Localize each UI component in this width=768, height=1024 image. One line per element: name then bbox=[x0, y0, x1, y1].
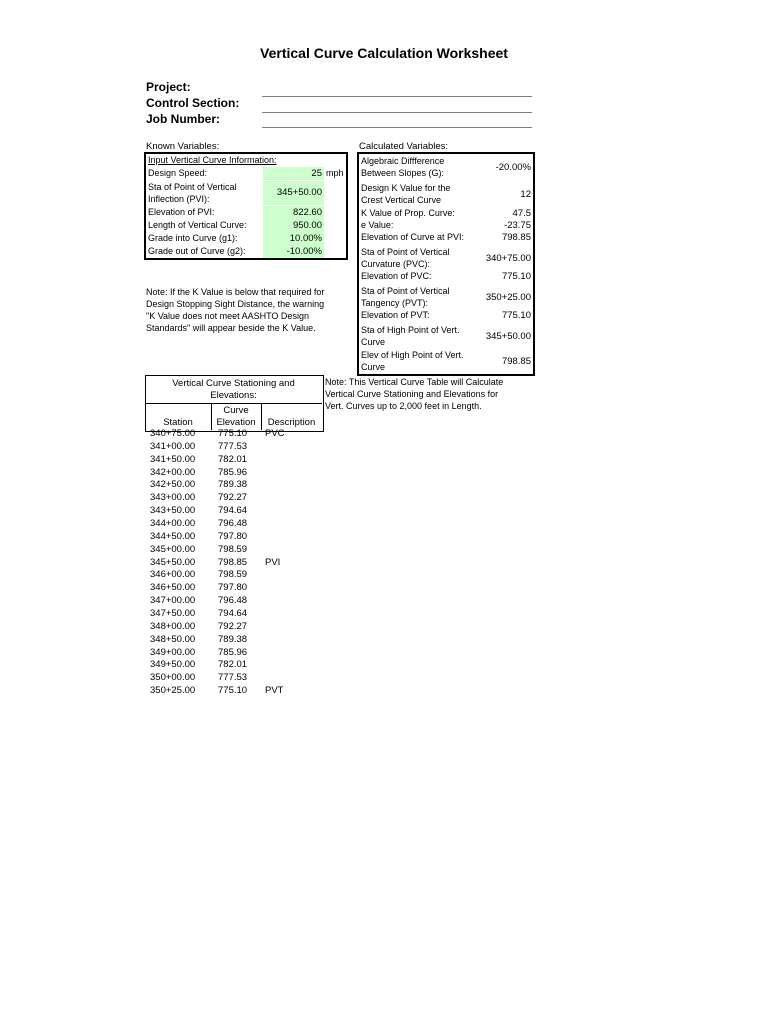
table-cell-elevation: 789.38 bbox=[218, 479, 248, 491]
table-cell-elevation: 782.01 bbox=[218, 659, 248, 671]
pvi-elevation-input[interactable]: 822.60 bbox=[263, 206, 324, 219]
job-number-field[interactable] bbox=[262, 127, 532, 128]
high-point-station-label-line2: Curve bbox=[361, 337, 386, 347]
k-note-line4: Standards" will appear beside the K Value. bbox=[146, 323, 316, 333]
grade-in-input[interactable]: 10.00% bbox=[263, 232, 324, 245]
table-cell-station: 342+50.00 bbox=[150, 479, 196, 491]
job-number-label: Job Number: bbox=[146, 112, 221, 126]
k-note-line2: Design Stopping Sight Distance, the warning bbox=[146, 299, 325, 309]
table-cell-elevation: 798.59 bbox=[218, 543, 248, 555]
high-point-station-value: 345+50.00 bbox=[485, 331, 531, 342]
curve-length-input[interactable]: 950.00 bbox=[263, 219, 324, 232]
pvc-station-label-line1: Sta of Point of Vertical bbox=[361, 247, 450, 257]
table-cell-elevation: 785.96 bbox=[218, 466, 248, 478]
worksheet-title: Vertical Curve Calculation Worksheet bbox=[260, 45, 508, 61]
table-cell-station: 340+75.00 bbox=[150, 428, 196, 439]
table-cell-elevation: 798.85 bbox=[218, 556, 248, 568]
table-cell-station: 348+50.00 bbox=[150, 633, 196, 645]
pvi-station-label-line1: Sta of Point of Vertical bbox=[148, 182, 237, 192]
table-cell-elevation: 794.64 bbox=[218, 607, 248, 619]
col-header-elevation-line1: Curve bbox=[223, 405, 249, 416]
k-note-line1: Note: If the K Value is below that required for bbox=[146, 287, 325, 297]
curve-elev-pvi-label: Elevation of Curve at PVI: bbox=[361, 232, 465, 242]
pvt-station-value: 350+25.00 bbox=[485, 292, 531, 303]
table-cell-elevation: 775.10 bbox=[218, 685, 248, 696]
table-cell-elevation: 792.27 bbox=[218, 620, 248, 632]
pvt-station-label-line1: Sta of Point of Vertical bbox=[361, 286, 450, 296]
k-prop-label: K Value of Prop. Curve: bbox=[361, 208, 455, 218]
table-cell-station: 350+00.00 bbox=[150, 672, 196, 684]
table-cell-station: 341+50.00 bbox=[150, 453, 196, 465]
table-cell-station: 345+00.00 bbox=[150, 543, 196, 555]
table-cell-station: 344+50.00 bbox=[150, 530, 196, 542]
grade-out-label: Grade out of Curve (g2): bbox=[148, 246, 246, 256]
table-cell-station: 346+00.00 bbox=[150, 569, 196, 581]
k-value-note bbox=[146, 286, 324, 334]
e-value-label: e Value: bbox=[361, 220, 394, 230]
e-value: -23.75 bbox=[504, 220, 531, 231]
table-cell-station: 347+00.00 bbox=[150, 595, 196, 606]
control-section-label: Control Section: bbox=[146, 96, 240, 110]
table-cell-description: PVI bbox=[265, 556, 281, 568]
design-k-label-line2: Crest Vertical Curve bbox=[361, 195, 442, 205]
table-cell-station: 348+00.00 bbox=[150, 620, 196, 632]
col-header-station: Station bbox=[163, 417, 193, 428]
table-cell-elevation: 789.38 bbox=[218, 633, 248, 645]
table-cell-elevation: 796.48 bbox=[218, 518, 248, 529]
pvt-station-label-line2: Tangency (PVT): bbox=[361, 298, 429, 308]
table-note-line2: Vertical Curve Stationing and Elevations for bbox=[325, 389, 499, 399]
algebraic-diff-label-line2: Between Slopes (G): bbox=[361, 168, 445, 178]
algebraic-diff-label-line1: Algebraic Diffference bbox=[361, 156, 445, 166]
table-cell-elevation: 785.96 bbox=[218, 646, 248, 658]
calculated-variables-box bbox=[357, 152, 535, 376]
table-note-line1: Note: This Vertical Curve Table will Calculate bbox=[325, 377, 504, 387]
table-cell-station: 349+00.00 bbox=[150, 646, 196, 658]
grade-out-input[interactable]: -10.00% bbox=[263, 245, 324, 258]
pvi-elevation-label: Elevation of PVI: bbox=[148, 207, 215, 217]
pvc-elevation-value: 775.10 bbox=[501, 271, 531, 282]
table-cell-station: 344+00.00 bbox=[150, 518, 196, 529]
table-cell-station: 350+25.00 bbox=[150, 685, 196, 696]
table-cell-elevation: 797.80 bbox=[218, 530, 248, 542]
high-point-elev-label-line2: Curve bbox=[361, 362, 386, 372]
table-title-line1: Vertical Curve Stationing and bbox=[172, 378, 295, 389]
curve-length-label: Length of Vertical Curve: bbox=[148, 220, 247, 230]
pvi-station-label-line2: Inflection (PVI): bbox=[148, 194, 210, 204]
project-label: Project: bbox=[146, 80, 191, 94]
control-section-field[interactable] bbox=[262, 112, 532, 113]
table-cell-description: PVT bbox=[265, 685, 284, 696]
calculated-variables-heading: Calculated Variables: bbox=[359, 141, 449, 152]
table-cell-elevation: 794.64 bbox=[218, 505, 248, 517]
table-cell-station: 347+50.00 bbox=[150, 607, 196, 619]
table-cell-station: 343+00.00 bbox=[150, 492, 196, 504]
col-header-elevation-line2: Elevation bbox=[216, 417, 256, 428]
table-note bbox=[325, 376, 503, 412]
table-cell-station: 346+50.00 bbox=[150, 582, 196, 594]
table-header-divider bbox=[145, 403, 322, 404]
table-cell-elevation: 797.80 bbox=[218, 582, 248, 594]
grade-in-label: Grade into Curve (g1): bbox=[148, 233, 238, 243]
pvi-station-input[interactable]: 345+50.00 bbox=[263, 181, 324, 205]
table-cell-elevation: 782.01 bbox=[218, 453, 248, 465]
design-speed-label: Design Speed: bbox=[148, 168, 208, 178]
table-cell-station: 349+50.00 bbox=[150, 659, 196, 671]
design-k-label-line1: Design K Value for the bbox=[361, 183, 451, 193]
table-cell-elevation: 777.53 bbox=[218, 672, 248, 684]
design-k-value: 12 bbox=[520, 189, 531, 200]
algebraic-diff-value: -20.00% bbox=[495, 162, 531, 173]
k-prop-value: 47.5 bbox=[512, 208, 531, 219]
project-field[interactable] bbox=[262, 96, 532, 97]
table-cell-elevation: 777.53 bbox=[218, 440, 248, 452]
known-variables-box bbox=[144, 152, 348, 260]
pvt-elevation-label: Elevation of PVT: bbox=[361, 310, 430, 320]
col-header-description: Description bbox=[267, 417, 316, 428]
high-point-elev-value: 798.85 bbox=[501, 356, 531, 367]
table-cell-elevation: 798.59 bbox=[218, 569, 248, 581]
table-cell-elevation: 792.27 bbox=[218, 492, 248, 504]
table-cell-station: 341+00.00 bbox=[150, 440, 196, 452]
pvc-elevation-label: Elevation of PVC: bbox=[361, 271, 432, 281]
high-point-station-label-line1: Sta of High Point of Vert. bbox=[361, 325, 460, 335]
table-cell-station: 342+00.00 bbox=[150, 466, 196, 478]
pvc-station-value: 340+75.00 bbox=[485, 253, 531, 264]
input-box-title: Input Vertical Curve Information: bbox=[148, 155, 277, 165]
design-speed-unit: mph bbox=[326, 168, 344, 178]
k-note-line3: "K Value does not meet AASHTO Design bbox=[146, 311, 309, 321]
table-title-line2: Elevations: bbox=[210, 390, 257, 401]
table-cell-elevation: 796.48 bbox=[218, 595, 248, 606]
table-cell-station: 345+50.00 bbox=[150, 556, 196, 568]
table-cell-description: PVC bbox=[265, 428, 285, 439]
known-variables-heading: Known Variables: bbox=[146, 141, 220, 152]
pvt-elevation-value: 775.10 bbox=[501, 310, 531, 321]
curve-elev-pvi-value: 798.85 bbox=[501, 232, 531, 243]
high-point-elev-label-line1: Elev of High Point of Vert. bbox=[361, 350, 464, 360]
table-note-line3: Vert. Curves up to 2,000 feet in Length. bbox=[325, 401, 482, 411]
table-cell-elevation: 775.10 bbox=[218, 428, 248, 439]
design-speed-input[interactable]: 25 bbox=[263, 167, 324, 180]
pvc-station-label-line2: Curvature (PVC): bbox=[361, 259, 431, 269]
table-cell-station: 343+50.00 bbox=[150, 505, 196, 517]
